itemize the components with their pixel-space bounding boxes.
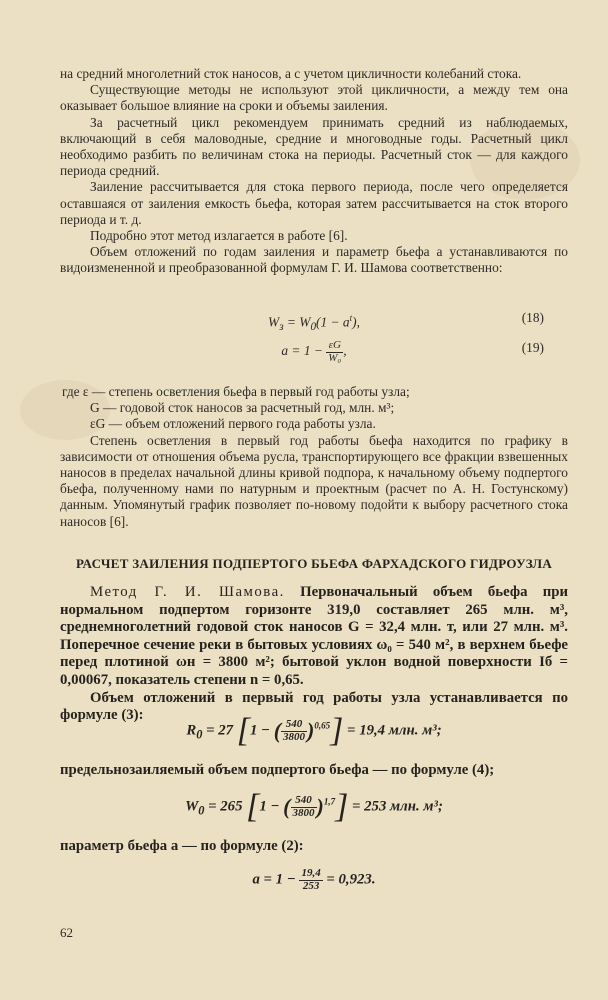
paragraph-clarification: Степень осветления в первый год работы бьефа находится по графику в зависимости от отношения объема русла, транспортирующего все фракции взвешенных наносов в пределах начальной длины кривой подпора, к начальному объему подпертого бьефа, полученному нами по натурным и проектным (расчет по А. Н. Гостунскому) данным. Упомянутый график позволяет по-новому подойти к выбору расчетного стока наносов [6]. (60, 432, 568, 529)
equation-number-18: (18) (521, 310, 544, 325)
page-number: 62 (60, 925, 73, 940)
formula-4: $W_0 = 265$ [1 − ( $\frac{540}{3800}$ )$^{1,7}$] = 253 млн. м³; (185, 788, 443, 825)
formula-3: $R_0 = 27$ [1 − ( $\frac{540}{3800}$ )$^{0,65}$] = 19,4 млн. м³; (186, 712, 442, 749)
definitions-block (60, 384, 568, 530)
paragraph-siltation: Заиление рассчитывается для стока первого периода, после чего определяется оставшаяся от заиления емкость бьефа, которая затем рассчитывается на сток второго периода и т. д. (60, 179, 568, 227)
paragraph-volume-intro: Объем отложений по годам заиления и параметр бьефа a устанавливаются по видоизмененной и преобразованной формулам Г. И. Шамова соответственно: (60, 244, 568, 276)
method-name: Метод Г. И. Шамова. (90, 584, 285, 600)
formula-18: $W_з = W_0(1 - a^t)$, (18) (268, 310, 544, 334)
paragraph-parameter: параметр бьефа a — по формуле (2): (60, 838, 304, 854)
upper-text-block (60, 66, 568, 277)
section-heading: РАСЧЕТ ЗАИЛЕНИЯ ПОДПЕРТОГО БЬЕФА ФАРХАДСКОГО ГИДРОУЗЛА (75, 556, 553, 571)
paragraph-limit-volume: предельнозаиляемый объем подпертого бьефа — по формуле (4); (60, 762, 495, 778)
paragraph-methods: Существующие методы не используют этой цикличности, а между тем она оказывает большое влияние на сроки и объемы заиления. (60, 82, 568, 114)
definition-epsilon: где ε — степень осветления бьефа в первый год работы узла; (62, 384, 410, 399)
equation-number-19: (19) (521, 340, 544, 355)
definition-eg: εG — объем отложений первого года работы узла. (90, 416, 376, 432)
paragraph-cycle: За расчетный цикл рекомендуем принимать средний из наблюдаемых, включающий в себя маловодные, средние и многоводные годы. Расчетный цикл необходимо разбить по величинам стока на периоды. Расчетный сток — для каждого периода средний. (60, 114, 568, 179)
calculation-block (60, 584, 568, 725)
paragraph-first-year: Объем отложений в первый год работы узла устанавливается по формуле (3): (60, 689, 568, 724)
formula-19: a = 1 − $\frac{\varepsilon G}{\text{W₀}}$ , (19) (281, 339, 544, 364)
paragraph-continuation: на средний многолетний сток наносов, а с учетом цикличности колебаний стока. (60, 66, 522, 81)
formula-2: a = 1 − $\frac{19,4}{253}$ = 0,923. (252, 867, 376, 892)
paragraph-reference: Подробно этот метод излагается в работе [6]. (90, 228, 348, 244)
definition-g: G — годовой сток наносов за расчетный год, млн. м³; (90, 400, 395, 416)
paragraph-shamov-method: Метод Г. И. Шамова. Первоначальный объем бьефа при нормальном подпертом горизонте 319,0 составляет 265 млн. м³, среднемноголетний годовой сток наносов G = 32,4 млн. т, или 27 млн. м³. Поперечное сечение реки в бытовых условиях ω₀ = 540 м², в верхнем бьефе перед плотиной ωн = 3800 м²; бытовой уклон водной поверхности Iб = 0,00067, показатель степени n = 0,65. (60, 584, 568, 688)
